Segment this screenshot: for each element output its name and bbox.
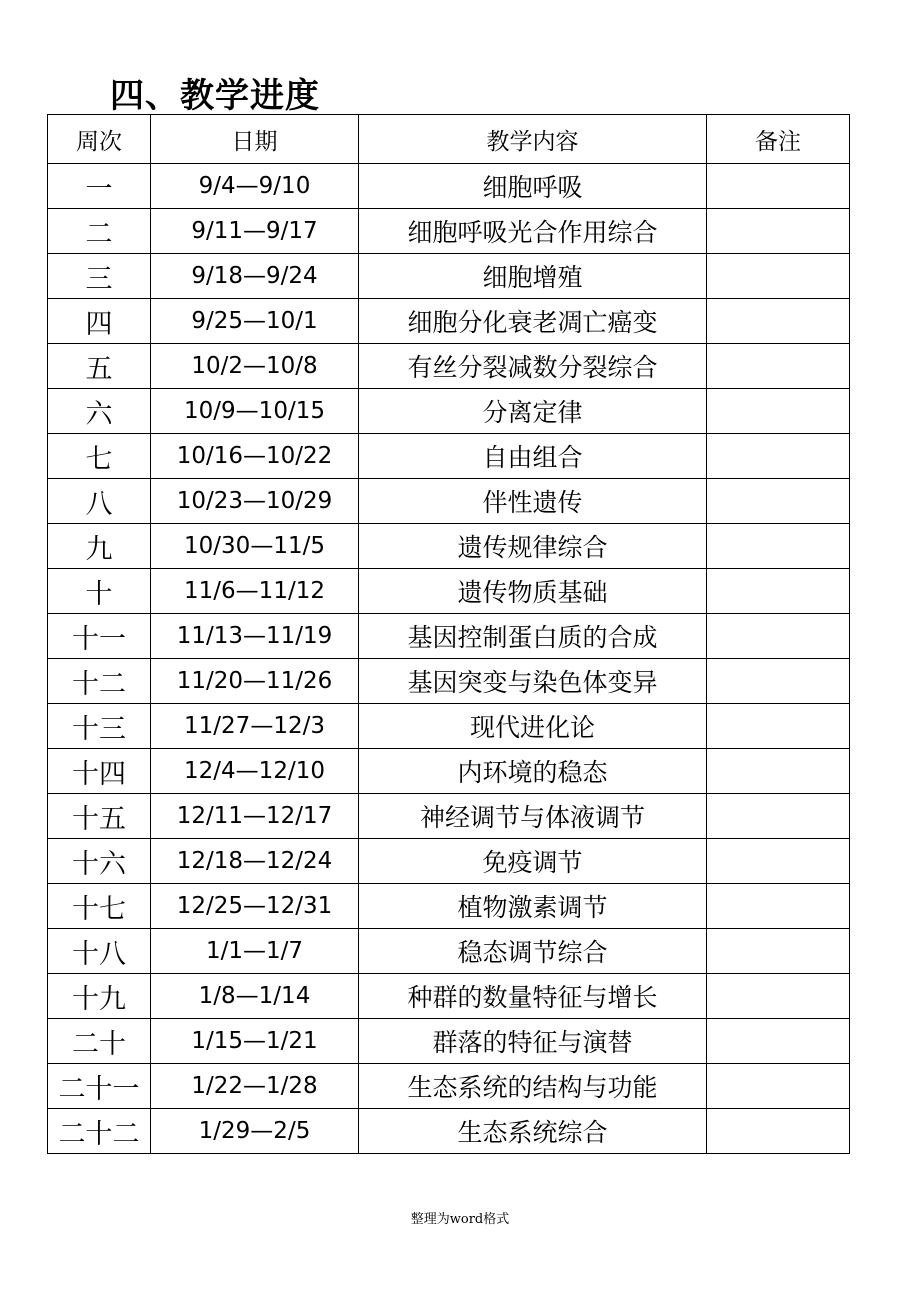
week-cell: 二十二 <box>48 1109 151 1154</box>
notes-cell <box>707 569 850 614</box>
table-row <box>48 929 850 974</box>
notes-cell <box>707 1019 850 1064</box>
week-cell: 十五 <box>48 794 151 839</box>
week-cell: 三 <box>48 254 151 299</box>
table-row <box>48 524 850 569</box>
content-cell: 基因控制蛋白质的合成 <box>359 614 707 659</box>
teaching-schedule-table <box>47 114 850 1154</box>
date-cell: 10/2—10/8 <box>151 344 359 389</box>
date-cell: 12/18—12/24 <box>151 839 359 884</box>
table-row <box>48 1109 850 1154</box>
week-cell: 九 <box>48 524 151 569</box>
table-row <box>48 389 850 434</box>
week-cell: 六 <box>48 389 151 434</box>
content-cell: 种群的数量特征与增长 <box>359 974 707 1019</box>
table-row <box>48 254 850 299</box>
table-row <box>48 1064 850 1109</box>
content-cell: 伴性遗传 <box>359 479 707 524</box>
table-row <box>48 659 850 704</box>
notes-cell <box>707 479 850 524</box>
table-row <box>48 479 850 524</box>
header-notes: 备注 <box>707 115 850 164</box>
week-cell: 二十 <box>48 1019 151 1064</box>
notes-cell <box>707 659 850 704</box>
date-cell: 12/11—12/17 <box>151 794 359 839</box>
table-row <box>48 839 850 884</box>
content-cell: 内环境的稳态 <box>359 749 707 794</box>
week-cell: 十六 <box>48 839 151 884</box>
date-cell: 11/13—11/19 <box>151 614 359 659</box>
week-cell: 十三 <box>48 704 151 749</box>
header-week: 周次 <box>48 115 151 164</box>
date-cell: 12/4—12/10 <box>151 749 359 794</box>
notes-cell <box>707 884 850 929</box>
week-cell: 五 <box>48 344 151 389</box>
week-cell: 二十一 <box>48 1064 151 1109</box>
table-row <box>48 1019 850 1064</box>
week-cell: 一 <box>48 164 151 209</box>
content-cell: 稳态调节综合 <box>359 929 707 974</box>
table-row <box>48 164 850 209</box>
date-cell: 11/6—11/12 <box>151 569 359 614</box>
notes-cell <box>707 974 850 1019</box>
date-cell: 1/1—1/7 <box>151 929 359 974</box>
week-cell: 十九 <box>48 974 151 1019</box>
section-title: 四、教学进度 <box>110 76 320 116</box>
date-cell: 10/9—10/15 <box>151 389 359 434</box>
notes-cell <box>707 1064 850 1109</box>
date-cell: 10/30—11/5 <box>151 524 359 569</box>
notes-cell <box>707 389 850 434</box>
notes-cell <box>707 434 850 479</box>
content-cell: 遗传规律综合 <box>359 524 707 569</box>
content-cell: 植物激素调节 <box>359 884 707 929</box>
content-cell: 自由组合 <box>359 434 707 479</box>
notes-cell <box>707 749 850 794</box>
content-cell: 神经调节与体液调节 <box>359 794 707 839</box>
table-row <box>48 434 850 479</box>
week-cell: 七 <box>48 434 151 479</box>
date-cell: 10/16—10/22 <box>151 434 359 479</box>
notes-cell <box>707 614 850 659</box>
week-cell: 二 <box>48 209 151 254</box>
table-row <box>48 884 850 929</box>
table-row <box>48 209 850 254</box>
content-cell: 细胞分化衰老凋亡癌变 <box>359 299 707 344</box>
week-cell: 八 <box>48 479 151 524</box>
notes-cell <box>707 209 850 254</box>
content-cell: 细胞呼吸光合作用综合 <box>359 209 707 254</box>
content-cell: 免疫调节 <box>359 839 707 884</box>
content-cell: 遗传物质基础 <box>359 569 707 614</box>
date-cell: 1/29—2/5 <box>151 1109 359 1154</box>
notes-cell <box>707 299 850 344</box>
date-cell: 1/8—1/14 <box>151 974 359 1019</box>
content-cell: 生态系统综合 <box>359 1109 707 1154</box>
table-row <box>48 344 850 389</box>
table-row <box>48 749 850 794</box>
table-header-row <box>48 115 850 164</box>
content-cell: 细胞增殖 <box>359 254 707 299</box>
week-cell: 十一 <box>48 614 151 659</box>
notes-cell <box>707 839 850 884</box>
notes-cell <box>707 929 850 974</box>
table-row <box>48 299 850 344</box>
date-cell: 9/11—9/17 <box>151 209 359 254</box>
date-cell: 10/23—10/29 <box>151 479 359 524</box>
week-cell: 十八 <box>48 929 151 974</box>
table-row <box>48 704 850 749</box>
content-cell: 分离定律 <box>359 389 707 434</box>
notes-cell <box>707 254 850 299</box>
table-row <box>48 614 850 659</box>
notes-cell <box>707 524 850 569</box>
content-cell: 现代进化论 <box>359 704 707 749</box>
date-cell: 12/25—12/31 <box>151 884 359 929</box>
content-cell: 生态系统的结构与功能 <box>359 1064 707 1109</box>
date-cell: 1/22—1/28 <box>151 1064 359 1109</box>
notes-cell <box>707 704 850 749</box>
date-cell: 9/25—10/1 <box>151 299 359 344</box>
page-footer: 整理为word格式 <box>410 1212 510 1227</box>
week-cell: 十四 <box>48 749 151 794</box>
notes-cell <box>707 794 850 839</box>
content-cell: 群落的特征与演替 <box>359 1019 707 1064</box>
notes-cell <box>707 344 850 389</box>
table-row <box>48 974 850 1019</box>
header-date: 日期 <box>151 115 359 164</box>
table-body <box>48 164 850 1154</box>
date-cell: 9/18—9/24 <box>151 254 359 299</box>
table-row <box>48 569 850 614</box>
week-cell: 四 <box>48 299 151 344</box>
table-row <box>48 794 850 839</box>
notes-cell <box>707 1109 850 1154</box>
header-content: 教学内容 <box>359 115 707 164</box>
content-cell: 细胞呼吸 <box>359 164 707 209</box>
date-cell: 1/15—1/21 <box>151 1019 359 1064</box>
week-cell: 十 <box>48 569 151 614</box>
date-cell: 9/4—9/10 <box>151 164 359 209</box>
content-cell: 基因突变与染色体变异 <box>359 659 707 704</box>
content-cell: 有丝分裂减数分裂综合 <box>359 344 707 389</box>
date-cell: 11/20—11/26 <box>151 659 359 704</box>
week-cell: 十七 <box>48 884 151 929</box>
notes-cell <box>707 164 850 209</box>
date-cell: 11/27—12/3 <box>151 704 359 749</box>
week-cell: 十二 <box>48 659 151 704</box>
